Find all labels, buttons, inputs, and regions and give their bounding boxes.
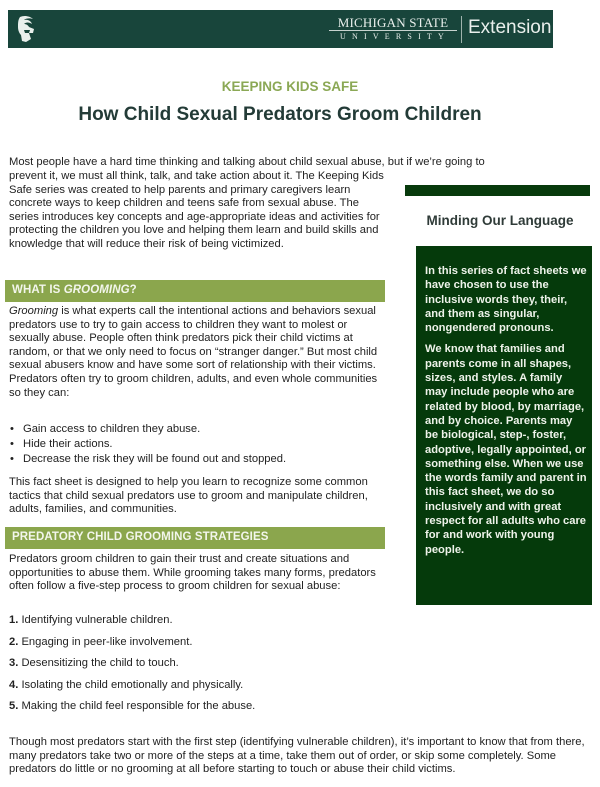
fact-sheet-purpose-paragraph: This fact sheet is designed to help you learn to recognize some common tactics that child sexual predators use to groom and manipulate children, adults, families, and communities. [9, 476, 368, 516]
heading-prefix: WHAT IS [12, 284, 64, 296]
msu-wordmark [329, 16, 457, 44]
sidebar-paragraph: In this series of fact sheets we have chosen to use the inclusive words they, their, and them as singular, nongendered pronouns. [425, 265, 587, 335]
heading-suffix: ? [129, 284, 137, 296]
wordmark-top: MICHIGAN STATE [329, 16, 457, 31]
intro-first-line: Most people have a hard time thinking and talking about child sexual abuse, but if we’re going to [9, 156, 485, 168]
section-heading-strategies [5, 527, 385, 549]
grooming-goals-list [9, 422, 389, 467]
grooming-term: Grooming [9, 305, 59, 317]
strategies-paragraph: Predators groom children to gain their trust and create situations and opportunities to abuse them. While grooming takes many forms, predators often follow a five-step process to groom children for sexual abuse: [9, 553, 376, 593]
grooming-steps-list [9, 613, 389, 721]
grooming-definition-text: is what experts call the intentional actions and behaviors sexual predators use to try to gain access to children they want to molest or sexually abuse. People often think predators pick their child victims at random, or that we only need to focus on “stranger danger.” But most child sexual abusers know and have some sort of relationship with their victims. Predators often try to groom children, adults, and even whole communities so they can: [9, 305, 378, 399]
page-title: How Child Sexual Predators Groom Children [78, 104, 482, 125]
list-item [9, 635, 389, 657]
step-number: 3. [9, 657, 19, 669]
heading-italic: GROOMING [63, 284, 130, 296]
list-item: • Gain access to children they abuse. [9, 422, 389, 437]
step-number: 4. [9, 678, 19, 691]
series-kicker: KEEPING KIDS SAFE [221, 79, 359, 94]
section-heading-what-is-grooming [5, 280, 385, 302]
list-item [9, 613, 389, 635]
sidebar-paragraph: We know that families and parents come in all shapes, sizes, and styles. A family may include people who are related by blood, by marriage, and by choice. Parents may be biological, step-, foster, adoptive, legally appointed, or something else. When we use the words family and parent in this fact sheet, we do so inclusively and with great respect for all adults who care for and work with young people. [425, 343, 587, 556]
intro-paragraph: prevent it, we must all think, talk, and take action about it. The Keeping Kids Safe series was created to help parents and primary caregivers learn concrete ways to keep children and teens safe from sexual abuse. The series introduces key concepts and age-appropriate ideas and activities for protecting the children you love and helping them learn and build skills and knowledge that will reduce their risk of being victimized. [9, 170, 384, 250]
list-item: • Hide their actions. [9, 437, 389, 452]
list-item [9, 699, 389, 721]
extension-label: Extension [468, 17, 552, 38]
sidebar-top-rule [405, 185, 590, 196]
wordmark-divider [461, 16, 462, 43]
sidebar-title: Minding Our Language [426, 213, 574, 228]
step-number: 2. [9, 635, 19, 648]
step-text: Making the child feel responsible for the abuse. [21, 700, 256, 712]
step-number: 5. [9, 700, 19, 712]
closing-paragraph: Though most predators start with the first step (identifying vulnerable children), it’s important to know that from there, many predators take two or more of the steps at a time, take them out of order, or skip some completely. Some predators do little or no grooming at all before starting to touch or abuse their child victims. [9, 736, 585, 776]
list-item [9, 678, 389, 700]
grooming-definition-paragraph [9, 305, 389, 400]
step-text: Engaging in peer-like involvement. [21, 635, 193, 648]
strategies-heading-text: PREDATORY CHILD GROOMING STRATEGIES [12, 531, 269, 543]
spartan-helmet-logo-icon [14, 15, 38, 43]
sidebar-callout-box [416, 246, 592, 605]
list-item: • Decrease the risk they will be found out and stopped. [9, 452, 389, 467]
step-text: Identifying vulnerable children. [21, 614, 173, 626]
wordmark-bottom: UNIVERSITY [340, 32, 450, 41]
step-number: 1. [9, 614, 19, 626]
step-text: Isolating the child emotionally and physically. [21, 678, 244, 691]
step-text: Desensitizing the child to touch. [21, 657, 179, 669]
list-item [9, 656, 389, 678]
